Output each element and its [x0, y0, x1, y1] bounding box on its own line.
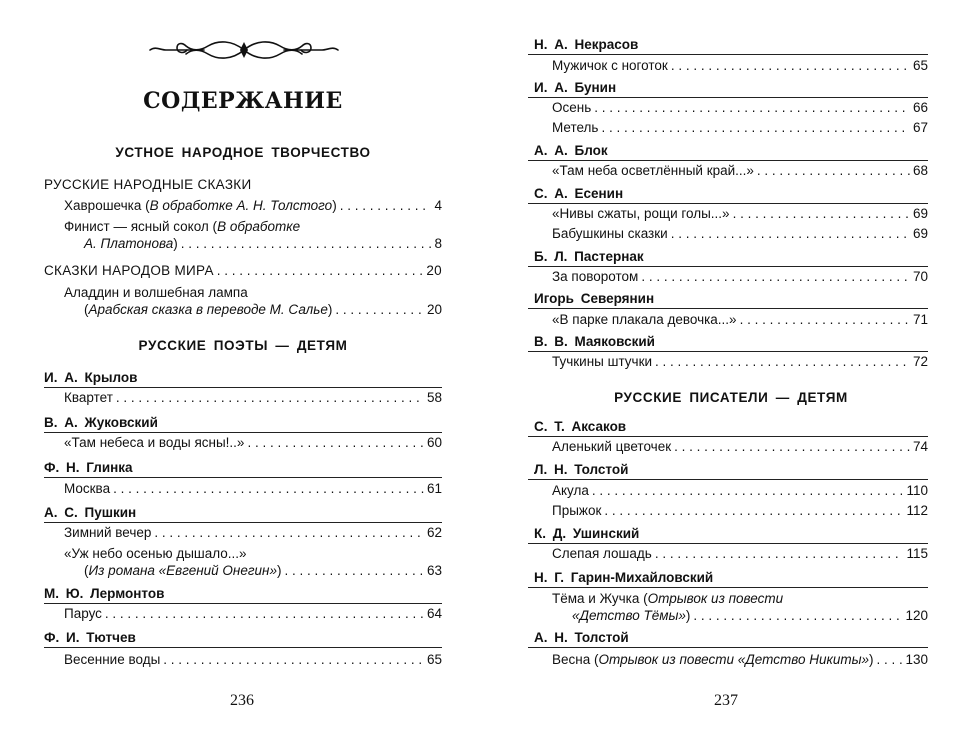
- author-pasternak: Б. Л. Пастернак: [534, 249, 644, 264]
- dot-leader: [604, 502, 903, 520]
- right-page: [528, 0, 928, 748]
- dot-leader: [671, 225, 910, 243]
- group-heading-world-tales[interactable]: СКАЗКИ НАРОДОВ МИРА . . . 20: [44, 262, 442, 280]
- divider: [44, 477, 442, 478]
- page-number: 110: [906, 483, 928, 498]
- dot-leader: [641, 268, 910, 286]
- divider: [528, 266, 928, 267]
- toc-entry-tema-i-zhuchka[interactable]: «Детство Тёмы») . . . 120: [572, 607, 928, 625]
- dot-leader: [601, 119, 910, 137]
- dot-leader: [693, 607, 902, 625]
- toc-entry-vesna[interactable]: Весна (Отрывок из повести «Детство Никиты») . . . 130: [552, 651, 928, 669]
- toc-entry-metel[interactable]: Метель . . . 67: [552, 119, 928, 137]
- page-number: 20: [426, 302, 442, 317]
- ornament-flourish: [144, 36, 344, 64]
- dot-leader: [592, 482, 904, 500]
- page-number-right: 237: [714, 692, 738, 709]
- toc-entry-osen[interactable]: Осень . . . 66: [552, 99, 928, 117]
- toc-entry-tema-line1[interactable]: Тёма и Жучка (Отрывок из повести: [552, 591, 784, 606]
- page-number: 71: [912, 312, 928, 327]
- page-number: 62: [426, 525, 442, 540]
- section-heading-writers: РУССКИЕ ПИСАТЕЛИ — ДЕТЯМ: [614, 390, 848, 405]
- author-ushinsky: К. Д. Ушинский: [534, 526, 640, 541]
- dot-leader: [154, 524, 424, 542]
- page-number: 67: [912, 120, 928, 135]
- author-l-tolstoy: Л. Н. Толстой: [534, 462, 629, 477]
- dot-leader: [335, 301, 424, 319]
- divider: [528, 647, 928, 648]
- author-zhukovsky: В. А. Жуковский: [44, 415, 158, 430]
- page-number: 4: [434, 198, 442, 213]
- dot-leader: [655, 545, 904, 563]
- divider: [528, 308, 928, 309]
- toc-entry-babushkiny-skazki[interactable]: Бабушкины сказки . . . 69: [552, 225, 928, 243]
- page-title: СОДЕРЖАНИЕ: [143, 88, 343, 114]
- page-number: 65: [426, 652, 442, 667]
- group-heading-russian-tales: РУССКИЕ НАРОДНЫЕ СКАЗКИ: [44, 177, 252, 192]
- divider: [528, 479, 928, 480]
- divider: [528, 543, 928, 544]
- divider: [528, 97, 928, 98]
- page-number: 63: [426, 563, 442, 578]
- author-krylov: И. А. Крылов: [44, 370, 138, 385]
- divider: [528, 351, 928, 352]
- dot-leader: [105, 605, 424, 623]
- author-pushkin: А. С. Пушкин: [44, 505, 137, 520]
- toc-entry-aladdin-line1[interactable]: Аладдин и волшебная лампа: [64, 285, 248, 300]
- page-number: 58: [426, 390, 442, 405]
- left-page: [44, 0, 442, 748]
- page-number: 72: [912, 354, 928, 369]
- page-number: 64: [426, 606, 442, 621]
- author-aksakov: С. Т. Аксаков: [534, 419, 627, 434]
- divider: [528, 436, 928, 437]
- page-number: 68: [912, 163, 928, 178]
- toc-entry-zimniy-vecher[interactable]: Зимний вечер . . . 62: [64, 524, 442, 542]
- page-number: 60: [426, 435, 442, 450]
- author-blok: А. А. Блок: [534, 143, 608, 158]
- toc-entry-finist[interactable]: А. Платонова) . . . 8: [84, 235, 442, 253]
- toc-entry-parus[interactable]: Парус . . . 64: [64, 605, 442, 623]
- toc-entry-kvartet[interactable]: Квартет . . . 58: [64, 389, 442, 407]
- author-tyutchev: Ф. И. Тютчев: [44, 630, 136, 645]
- page-number: 115: [906, 546, 928, 561]
- author-lermontov: М. Ю. Лермонтов: [44, 586, 165, 601]
- dot-leader: [877, 651, 903, 669]
- divider: [528, 160, 928, 161]
- toc-entry-v-parke[interactable]: «В парке плакала девочка...» . . . 71: [552, 311, 928, 329]
- page-number: 66: [912, 100, 928, 115]
- page-number: 61: [426, 481, 442, 496]
- page-number: 120: [905, 608, 928, 623]
- author-severyanin: Игорь Северянин: [534, 291, 655, 306]
- toc-entry-akula[interactable]: Акула . . . 110: [552, 482, 928, 500]
- dot-leader: [217, 262, 424, 280]
- page-number: 112: [906, 503, 928, 518]
- toc-entry-nebesa[interactable]: «Там небеса и воды ясны!..» . . . 60: [64, 434, 442, 452]
- toc-entry-pryzhok[interactable]: Прыжок . . . 112: [552, 502, 928, 520]
- dot-leader: [116, 389, 424, 407]
- toc-entry-muzhichok[interactable]: Мужичок с ноготок . . . 65: [552, 57, 928, 75]
- dot-leader: [757, 162, 910, 180]
- toc-entry-za-povorotom[interactable]: За поворотом . . . 70: [552, 268, 928, 286]
- page-number: 70: [912, 269, 928, 284]
- dot-leader: [247, 434, 424, 452]
- toc-entry-havroshechka[interactable]: Хаврошечка (В обработке А. Н. Толстого) . . . 4: [64, 197, 442, 215]
- divider: [528, 54, 928, 55]
- author-mayakovsky: В. В. Маяковский: [534, 334, 655, 349]
- dot-leader: [733, 205, 910, 223]
- toc-entry-finist-line1[interactable]: Финист — ясный сокол (В обработке: [64, 219, 301, 234]
- page-number: 130: [905, 652, 928, 667]
- toc-entry-vesennie-vody[interactable]: Весенние воды . . . 65: [64, 651, 442, 669]
- toc-entry-tuchkiny-shtuchki[interactable]: Тучкины штучки . . . 72: [552, 353, 928, 371]
- toc-entry-moskva[interactable]: Москва . . . 61: [64, 480, 442, 498]
- page-number: 20: [426, 263, 442, 278]
- dot-leader: [163, 651, 424, 669]
- divider: [528, 203, 928, 204]
- author-glinka: Ф. Н. Глинка: [44, 460, 133, 475]
- author-a-tolstoy: А. Н. Толстой: [534, 630, 629, 645]
- section-heading-folk: УСТНОЕ НАРОДНОЕ ТВОРЧЕСТВО: [115, 145, 371, 160]
- dot-leader: [740, 311, 910, 329]
- page-number: 65: [912, 58, 928, 73]
- divider: [44, 432, 442, 433]
- toc-entry-slepaya-loshad[interactable]: Слепая лошадь . . . 115: [552, 545, 928, 563]
- author-esenin: С. А. Есенин: [534, 186, 624, 201]
- divider: [44, 522, 442, 523]
- page-number: 74: [912, 439, 928, 454]
- toc-entry-uzh-nebo-line1[interactable]: «Уж небо осенью дышало...»: [64, 546, 247, 561]
- author-garin-mikhailovsky: Н. Г. Гарин-Михайловский: [534, 570, 714, 585]
- toc-entry-alenkiy-tsvetochek[interactable]: Аленький цветочек . . . 74: [552, 438, 928, 456]
- dot-leader: [655, 353, 910, 371]
- page-number: 8: [434, 236, 442, 251]
- dot-leader: [671, 57, 910, 75]
- author-bunin: И. А. Бунин: [534, 80, 617, 95]
- toc-entry-nivy[interactable]: «Нивы сжаты, рощи голы...» . . . 69: [552, 205, 928, 223]
- toc-entry-uzh-nebo[interactable]: (Из романа «Евгений Онегин») . . . 63: [84, 562, 442, 580]
- dot-leader: [674, 438, 910, 456]
- toc-entry-aladdin[interactable]: (Арабская сказка в переводе М. Салье) . . . 20: [84, 301, 442, 319]
- author-nekrasov: Н. А. Некрасов: [534, 37, 639, 52]
- page-number-left: 236: [230, 692, 254, 709]
- dot-leader: [340, 197, 432, 215]
- divider: [528, 587, 928, 588]
- page-number: 69: [912, 226, 928, 241]
- dot-leader: [113, 480, 424, 498]
- dot-leader: [181, 235, 432, 253]
- toc-entry-nebo[interactable]: «Там неба осветлённый край...» . . . 68: [552, 162, 928, 180]
- section-heading-poets: РУССКИЕ ПОЭТЫ — ДЕТЯМ: [138, 338, 348, 353]
- divider: [44, 603, 442, 604]
- divider: [44, 647, 442, 648]
- dot-leader: [284, 562, 424, 580]
- page-number: 69: [912, 206, 928, 221]
- divider: [44, 387, 442, 388]
- dot-leader: [594, 99, 910, 117]
